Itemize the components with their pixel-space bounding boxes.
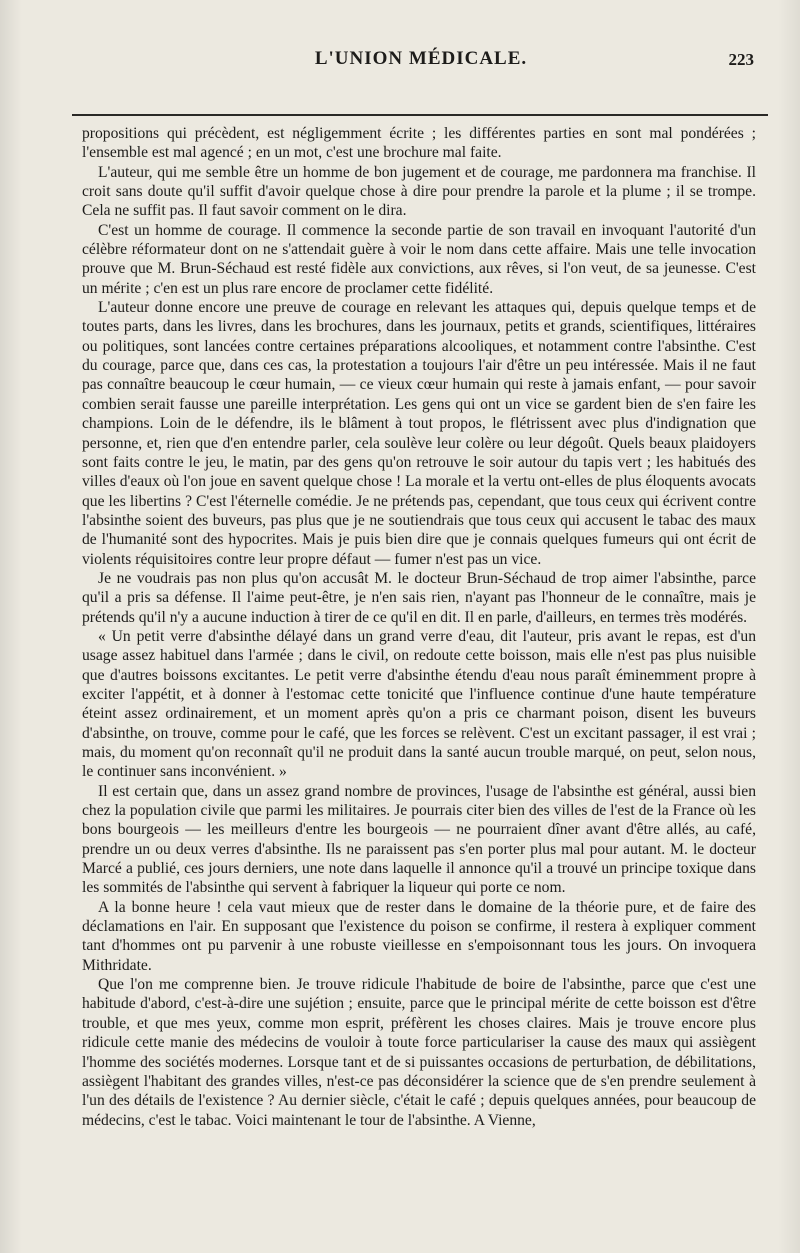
page-number: 223 xyxy=(728,50,754,69)
running-header xyxy=(82,42,760,78)
paragraph: A la bonne heure ! cela vaut mieux que de rester dans le domaine de la théorie pure, et de faire des déclamations en l'air. En supposant que l'existence du poison se confirme, il restera à expliquer comment tant d'hommes ont pu parvenir à une robuste vieillesse en s'empoisonnant tous les jours. On invoquera Mithridate. xyxy=(82,898,756,974)
article-body xyxy=(82,124,756,1130)
paragraph: propositions qui précèdent, est négligemment écrite ; les différentes parties en sont mal pondérées ; l'ensemble est mal agencé ; en un mot, c'est une brochure mal faite. xyxy=(82,125,756,162)
paragraph: Que l'on me comprenne bien. Je trouve ridicule l'habitude de boire de l'absinthe, parce que c'est une habitude d'abord, c'est-à-dire une sujétion ; ensuite, parce que le principal mérite de cette boisson est d'être trouble, et que mes yeux, comme mon esprit, préfèrent les choses claires. Mais je trouve encore plus ridicule cette manie des médecins de vouloir à toute force particulariser la cause des maux qui assiègent l'homme des sociétés modernes. Lorsque tant et de si puissantes occasions de perturbation, de débilitations, assiègent l'habitant des grandes villes, n'est-ce pas déconsidérer la science que de s'en prendre seulement à l'un des détails de l'existence ? Au dernier siècle, c'était le café ; depuis quelques années, pour beaucoup de médecins, c'est le tabac. Voici maintenant le tour de l'absinthe. A Vienne, xyxy=(82,976,756,1129)
paragraph: L'auteur, qui me semble être un homme de bon jugement et de courage, me pardonnera ma franchise. Il croit sans doute qu'il suffit d'avoir quelque chose à dire pour prendre la parole et la plume ; il se trompe. Cela ne suffit pas. Il faut savoir comment on le dira. xyxy=(82,163,756,220)
paragraph: Je ne voudrais pas non plus qu'on accusât M. le docteur Brun-Séchaud de trop aimer l'absinthe, parce qu'il a pris sa défense. Il l'aime peut-être, je n'en sais rien, n'ayant pas l'honneur de le connaître, mais je prétends qu'il n'y a aucune induction à tirer de ce qu'il en dit. Il en parle, d'ailleurs, en termes très modérés. xyxy=(82,569,756,626)
paragraph: Il est certain que, dans un assez grand nombre de provinces, l'usage de l'absinthe est général, aussi bien chez la population civile que parmi les militaires. Je pourrais citer bien des villes de l'est de la France où les bons bourgeois — les meilleurs d'entre les bourgeois — ne pourraient dîner avant d'être allés, au café, prendre un ou deux verres d'absinthe. Ils ne paraissent pas s'en porter plus mal pour autant. M. le docteur Marcé a publié, ces jours derniers, une note dans laquelle il annonce qu'il a trouvé un principe toxique dans les sommités de l'absinthe qui servent à fabriquer la liqueur qui porte ce nom. xyxy=(82,782,756,897)
paragraph: « Un petit verre d'absinthe délayé dans un grand verre d'eau, dit l'auteur, pris avant le repas, est d'un usage assez habituel dans l'armée ; dans le civil, on redoute cette boisson, mais elle n'est pas plus nuisible que d'autres boissons excitantes. Le petit verre d'absinthe étendu d'eau nous paraît éminemment propre à exciter l'appétit, et à donner à l'estomac cette tonicité que l'influence continue d'une haute température éteint assez ordinairement, et un moment après qu'on a pris ce charmant poison, disent les buveurs d'absinthe, on trouve, comme pour le café, que les forces se relèvent. C'est un excitant passager, il est vrai ; mais, du moment qu'on reconnaît qu'il ne produit dans la santé aucun trouble marqué, on peut, selon nous, le continuer sans inconvénient. » xyxy=(82,627,756,781)
running-title: L'UNION MÉDICALE. xyxy=(314,48,528,69)
header-rule xyxy=(72,114,768,116)
page-edge-shadow-right xyxy=(778,0,800,1253)
paragraph: C'est un homme de courage. Il commence la seconde partie de son travail en invoquant l'autorité d'un célèbre réformateur dont on ne s'attendait guère à voir le nom dans cette affaire. Mais une telle invocation prouve que M. Brun-Séchaud est resté fidèle aux convictions, aux rêves, si l'on veut, de sa jeunesse. C'est un mérite ; c'en est un plus rare encore de proclamer cette fidélité. xyxy=(82,221,756,297)
paragraph: L'auteur donne encore une preuve de courage en relevant les attaques qui, depuis quelque temps et de toutes parts, dans les livres, dans les brochures, dans les journaux, petits et grands, scientifiques, littéraires ou politiques, sont lancées contre certaines préparations alcooliques, et notamment contre l'absinthe. C'est du courage, parce que, dans ces cas, la protestation a toujours l'air d'être un peu intéressée. Mais il ne faut pas connaître beaucoup le cœur humain, — ce vieux cœur humain qui reste à jamais enfant, — pour savoir combien serait fausse une pareille interprétation. Les gens qui ont un vice se gardent bien de s'en faire les champions. Loin de le défendre, ils le blâment à tout propos, le flétrissent avec plus d'indignation que personne, et, rien que d'en entendre parler, cela soulève leur colère ou leur dégoût. Quels beaux plaidoyers sont faits contre le jeu, le matin, par des gens qu'on retrouve le soir autour du tapis vert ; les habitués des villes d'eaux où l'on joue en savent quelque chose ! La morale et la vertu ont-elles de plus éloquents avocats que les libertins ? C'est l'éternelle comédie. Je ne prétends pas, cependant, que tous ceux qui écrivent contre l'absinthe soient des buveurs, pas plus que je ne soutiendrais que tous ceux qui accusent le tabac des maux de l'humanité sont des hypocrites. Mais je puis bien dire que je connais quelques fumeurs qui ont écrit de violents réquisitoires contre leur propre défaut — fumer n'est pas un vice. xyxy=(82,299,756,568)
page-edge-shadow-left xyxy=(0,0,22,1253)
